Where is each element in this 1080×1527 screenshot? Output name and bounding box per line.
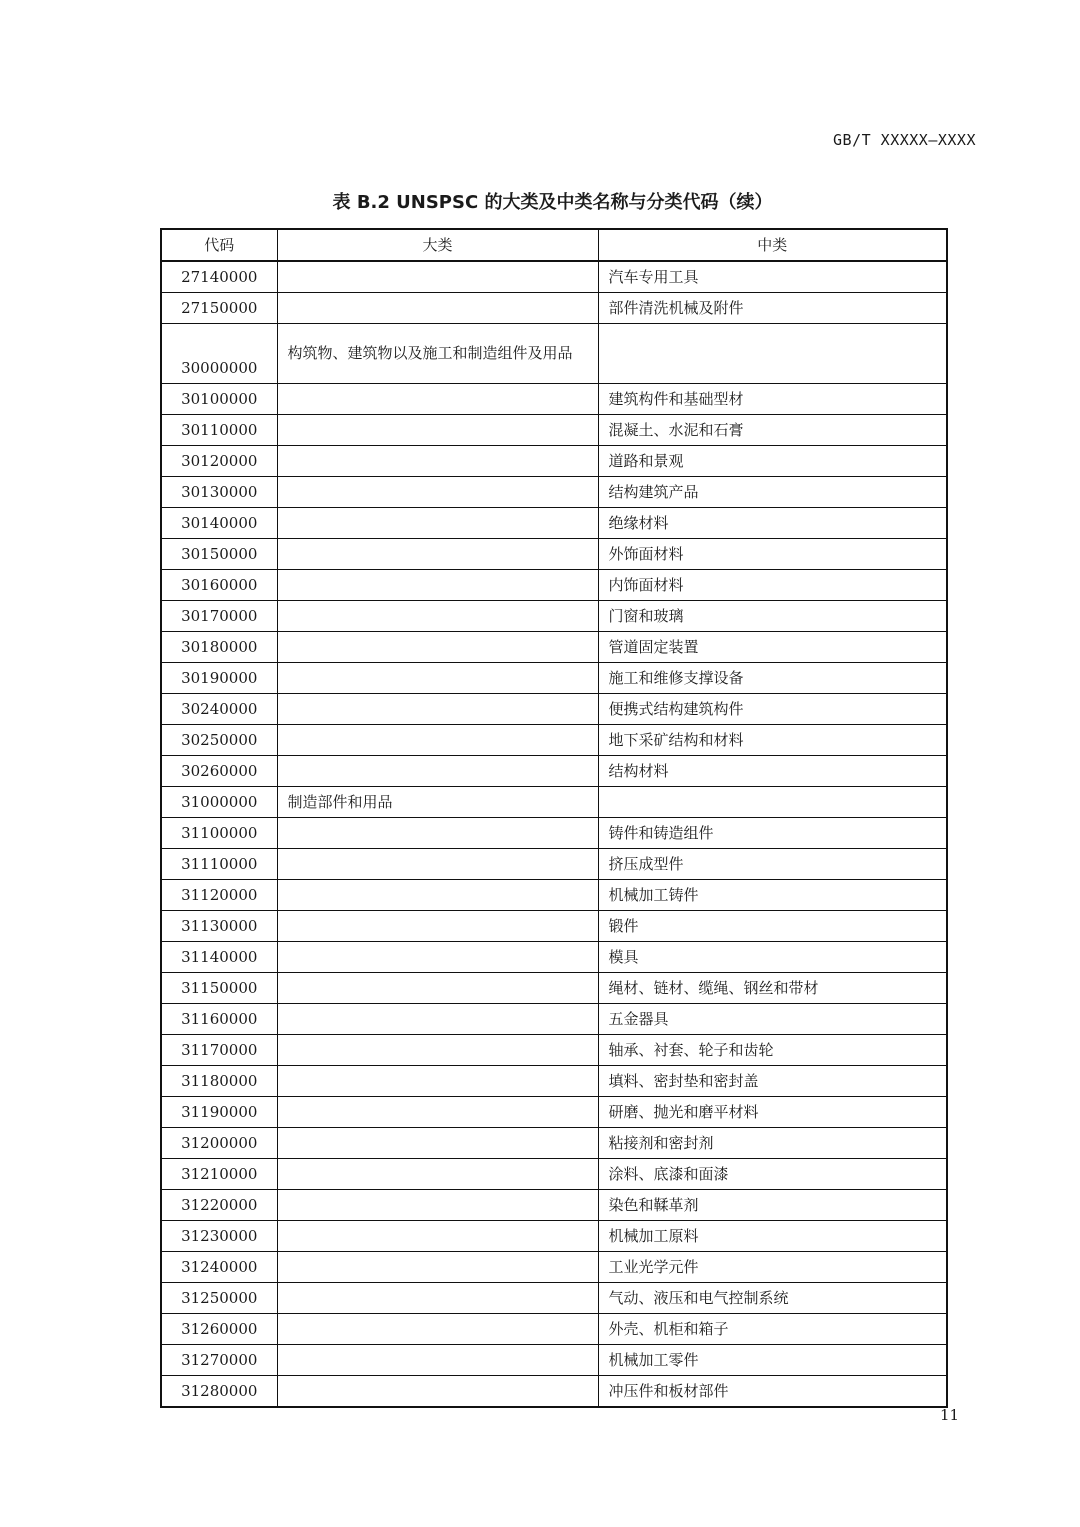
mid-category-cell: 挤压成型件 xyxy=(598,849,947,880)
major-category-cell xyxy=(277,539,598,570)
mid-category-cell: 外饰面材料 xyxy=(598,539,947,570)
code-cell: 31180000 xyxy=(161,1066,277,1097)
code-cell: 31120000 xyxy=(161,880,277,911)
code-cell: 30110000 xyxy=(161,415,277,446)
table-row xyxy=(161,570,947,601)
code-cell: 31130000 xyxy=(161,911,277,942)
major-category-cell xyxy=(277,818,598,849)
code-cell: 31250000 xyxy=(161,1283,277,1314)
code-cell: 31220000 xyxy=(161,1190,277,1221)
mid-category-cell: 铸件和铸造组件 xyxy=(598,818,947,849)
table-row xyxy=(161,1066,947,1097)
code-cell: 31210000 xyxy=(161,1159,277,1190)
major-category-cell xyxy=(277,384,598,415)
code-cell: 30180000 xyxy=(161,632,277,663)
table-row xyxy=(161,1252,947,1283)
table-row xyxy=(161,911,947,942)
table-row xyxy=(161,415,947,446)
code-cell: 31230000 xyxy=(161,1221,277,1252)
code-cell: 30120000 xyxy=(161,446,277,477)
mid-category-cell: 施工和维修支撑设备 xyxy=(598,663,947,694)
mid-category-cell: 绝缘材料 xyxy=(598,508,947,539)
code-cell: 31150000 xyxy=(161,973,277,1004)
table-row xyxy=(161,1004,947,1035)
mid-category-cell: 结构建筑产品 xyxy=(598,477,947,508)
major-category-cell xyxy=(277,415,598,446)
mid-category-cell xyxy=(598,324,947,384)
table-row xyxy=(161,324,947,384)
table-row xyxy=(161,632,947,663)
column-header-major-category: 大类 xyxy=(277,229,598,261)
column-header-code: 代码 xyxy=(161,229,277,261)
table-row xyxy=(161,663,947,694)
major-category-cell xyxy=(277,694,598,725)
code-cell: 31100000 xyxy=(161,818,277,849)
mid-category-cell: 工业光学元件 xyxy=(598,1252,947,1283)
table-row xyxy=(161,756,947,787)
table-body xyxy=(161,261,947,1407)
mid-category-cell: 机械加工铸件 xyxy=(598,880,947,911)
code-cell: 30100000 xyxy=(161,384,277,415)
major-category-cell xyxy=(277,1345,598,1376)
table-row xyxy=(161,1345,947,1376)
mid-category-cell: 五金器具 xyxy=(598,1004,947,1035)
major-category-cell xyxy=(277,1314,598,1345)
major-category-cell xyxy=(277,446,598,477)
code-cell: 27140000 xyxy=(161,261,277,293)
code-cell: 31110000 xyxy=(161,849,277,880)
table-row xyxy=(161,1159,947,1190)
table-row xyxy=(161,694,947,725)
major-category-cell xyxy=(277,1035,598,1066)
standard-number: GB/T XXXXX—XXXX xyxy=(833,131,976,149)
code-cell: 31190000 xyxy=(161,1097,277,1128)
table-row xyxy=(161,508,947,539)
code-cell: 30190000 xyxy=(161,663,277,694)
major-category-cell xyxy=(277,632,598,663)
mid-category-cell: 内饰面材料 xyxy=(598,570,947,601)
mid-category-cell: 机械加工原料 xyxy=(598,1221,947,1252)
code-cell: 31200000 xyxy=(161,1128,277,1159)
mid-category-cell: 管道固定装置 xyxy=(598,632,947,663)
table-row xyxy=(161,477,947,508)
mid-category-cell: 结构材料 xyxy=(598,756,947,787)
code-cell: 30150000 xyxy=(161,539,277,570)
major-category-cell xyxy=(277,911,598,942)
mid-category-cell: 模具 xyxy=(598,942,947,973)
table-row xyxy=(161,880,947,911)
table-row xyxy=(161,787,947,818)
mid-category-cell xyxy=(598,787,947,818)
table-row xyxy=(161,1190,947,1221)
mid-category-cell: 绳材、链材、缆绳、钢丝和带材 xyxy=(598,973,947,1004)
classification-table xyxy=(160,228,948,1408)
table-row xyxy=(161,446,947,477)
code-cell: 31000000 xyxy=(161,787,277,818)
major-category-cell xyxy=(277,849,598,880)
table-row xyxy=(161,1097,947,1128)
table-row xyxy=(161,1376,947,1408)
mid-category-cell: 气动、液压和电气控制系统 xyxy=(598,1283,947,1314)
major-category-cell xyxy=(277,725,598,756)
mid-category-cell: 机械加工零件 xyxy=(598,1345,947,1376)
mid-category-cell: 混凝土、水泥和石膏 xyxy=(598,415,947,446)
major-category-cell xyxy=(277,570,598,601)
major-category-cell xyxy=(277,1252,598,1283)
mid-category-cell: 研磨、抛光和磨平材料 xyxy=(598,1097,947,1128)
table-row xyxy=(161,261,947,293)
major-category-cell xyxy=(277,1221,598,1252)
code-cell: 30250000 xyxy=(161,725,277,756)
major-category-cell xyxy=(277,477,598,508)
code-cell: 30170000 xyxy=(161,601,277,632)
mid-category-cell: 染色和鞣革剂 xyxy=(598,1190,947,1221)
table-row xyxy=(161,818,947,849)
table-row xyxy=(161,1314,947,1345)
major-category-cell xyxy=(277,880,598,911)
mid-category-cell: 便携式结构建筑构件 xyxy=(598,694,947,725)
major-category-cell xyxy=(277,756,598,787)
major-category-cell xyxy=(277,973,598,1004)
code-cell: 31140000 xyxy=(161,942,277,973)
code-cell: 31240000 xyxy=(161,1252,277,1283)
major-category-cell xyxy=(277,1283,598,1314)
table-row xyxy=(161,384,947,415)
mid-category-cell: 锻件 xyxy=(598,911,947,942)
major-category-cell xyxy=(277,601,598,632)
table-row xyxy=(161,942,947,973)
code-cell: 30240000 xyxy=(161,694,277,725)
page-number: 11 xyxy=(940,1406,960,1424)
code-cell: 30160000 xyxy=(161,570,277,601)
code-cell: 31160000 xyxy=(161,1004,277,1035)
mid-category-cell: 汽车专用工具 xyxy=(598,261,947,293)
column-header-mid-category: 中类 xyxy=(598,229,947,261)
major-category-cell xyxy=(277,508,598,539)
code-cell: 31270000 xyxy=(161,1345,277,1376)
code-cell: 30260000 xyxy=(161,756,277,787)
major-category-cell xyxy=(277,1190,598,1221)
table-title: 表 B.2 UNSPSC 的大类及中类名称与分类代码（续） xyxy=(332,192,773,213)
mid-category-cell: 门窗和玻璃 xyxy=(598,601,947,632)
mid-category-cell: 地下采矿结构和材料 xyxy=(598,725,947,756)
mid-category-cell: 道路和景观 xyxy=(598,446,947,477)
mid-category-cell: 粘接剂和密封剂 xyxy=(598,1128,947,1159)
table-row xyxy=(161,601,947,632)
table-row xyxy=(161,293,947,324)
mid-category-cell: 建筑构件和基础型材 xyxy=(598,384,947,415)
table-row xyxy=(161,1283,947,1314)
code-cell: 31170000 xyxy=(161,1035,277,1066)
major-category-cell xyxy=(277,663,598,694)
code-cell: 31280000 xyxy=(161,1376,277,1408)
code-cell: 30140000 xyxy=(161,508,277,539)
table-header-row xyxy=(161,229,947,261)
major-category-cell: 构筑物、建筑物以及施工和制造组件及用品 xyxy=(277,324,598,384)
major-category-cell xyxy=(277,1376,598,1408)
code-cell: 30000000 xyxy=(161,324,277,384)
major-category-cell xyxy=(277,1004,598,1035)
code-cell: 30130000 xyxy=(161,477,277,508)
mid-category-cell: 部件清洗机械及附件 xyxy=(598,293,947,324)
table-row xyxy=(161,973,947,1004)
major-category-cell xyxy=(277,942,598,973)
mid-category-cell: 冲压件和板材部件 xyxy=(598,1376,947,1408)
table-row xyxy=(161,1221,947,1252)
table-row xyxy=(161,539,947,570)
major-category-cell: 制造部件和用品 xyxy=(277,787,598,818)
major-category-cell xyxy=(277,1128,598,1159)
table-row xyxy=(161,725,947,756)
mid-category-cell: 外壳、机柜和箱子 xyxy=(598,1314,947,1345)
table-row xyxy=(161,1035,947,1066)
code-cell: 27150000 xyxy=(161,293,277,324)
major-category-cell xyxy=(277,261,598,293)
mid-category-cell: 填料、密封垫和密封盖 xyxy=(598,1066,947,1097)
code-cell: 31260000 xyxy=(161,1314,277,1345)
major-category-cell xyxy=(277,1097,598,1128)
mid-category-cell: 轴承、衬套、轮子和齿轮 xyxy=(598,1035,947,1066)
major-category-cell xyxy=(277,1159,598,1190)
mid-category-cell: 涂料、底漆和面漆 xyxy=(598,1159,947,1190)
table-row xyxy=(161,849,947,880)
major-category-cell xyxy=(277,1066,598,1097)
table-row xyxy=(161,1128,947,1159)
major-category-cell xyxy=(277,293,598,324)
